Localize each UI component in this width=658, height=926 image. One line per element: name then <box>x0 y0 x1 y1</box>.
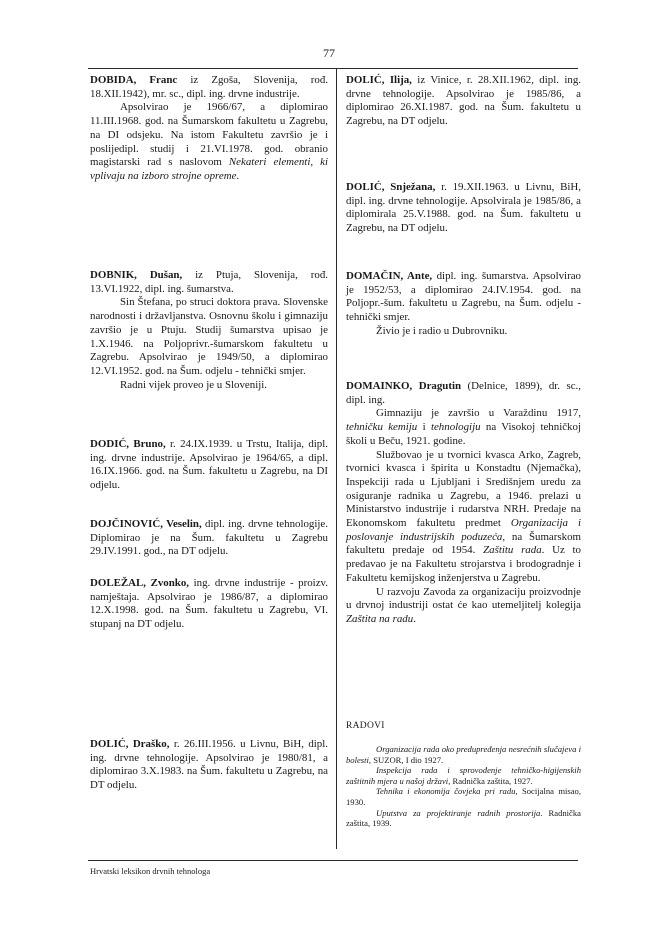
entry-name: DOBIDA, Franc <box>90 74 178 86</box>
radovi-item: Uputstva za projektiranje radnih prostorija. Radnička zaštita, 1939. <box>346 807 581 829</box>
entry-dolic-snjezana <box>346 181 581 236</box>
header-rule <box>88 68 578 69</box>
entry-name: DOBNIK, Dušan, <box>90 269 183 281</box>
radovi-item: Organizacija rada oko predupređenja nesrećnih slučajeva i bolesti, SUZOR, I dio 1927. <box>346 744 581 765</box>
radovi-heading: RADOVI <box>346 721 385 731</box>
entry-intro: dipl. ing. drvne tehnologije. Diplomirao je na Šum. fakultetu u Zagrebu 29.IV.1991. god., na DT odjelu. <box>90 518 328 558</box>
entry-dodic-bruno <box>90 438 328 493</box>
entry-text: Apsolvirao je 1966/67, a diplomirao 11.III.1968. god. na Šumarskom fakultetu u Zagrebu, na DI odsjeku. Na istom Fakultetu završio je i poslijedipl. studij i 21.VI.1978. god. obranio magistarski rad s naslovom <box>90 101 328 169</box>
entry-name: DOMAINKO, Dragutin <box>346 380 462 392</box>
page-number: 77 <box>323 46 335 60</box>
entry-domacin-ante <box>346 270 581 339</box>
radovi-item: Tehnika i ekonomija čovjeka pri radu, Socijalna misao, 1930. <box>346 786 581 807</box>
entry-text: Sin Štefana, po struci doktora prava. Slovenske narodnosti i državljanstva. Osnovnu školu i gimnaziju završio je u Ptuju. Studij šumarstva upisao je 1.X.1946. na Poljoprivr.-šumarskom fakultetu u Zagrebu. Apsolvirao je 1949/50, a diplomirao 12.VI.1952. god. na Šum. odjelu - tehnički smjer. <box>90 296 328 377</box>
column-divider <box>336 69 337 849</box>
entry-text: Živio je i radio u Dubrovniku. <box>376 324 508 337</box>
entry-intro: r. 24.IX.1939. u Trstu, Italija, dipl. ing. drvne industrije. Apsolvirao je 1964/65, a dipl. 16.IX.1966. god. na Šum. fakultetu u Zagrebu, na DI odjelu. <box>90 438 328 492</box>
entry-intro: r. 19.XII.1963. u Livnu, BiH, dipl. ing. drvne tehnologije. Apsolvirala je 1985/86, a diplomirala 25.V.1988. god. na Šum. fakultetu u Zagrebu, na DT odjelu. <box>346 181 581 235</box>
entry-name: DOLIĆ, Snježana, <box>346 181 436 193</box>
entry-dolic-drasko <box>90 738 328 793</box>
entry-intro: dipl. ing. šumarstva. Apsolvirao je 1952/53, a diplomirao 24.IV.1954. god. na Poljopr.-šum. fakultetu u Zagrebu, na Šum. odjelu - tehnički smjer. <box>346 270 581 324</box>
entry-intro: iz Zgoša, Slovenija, rođ. 18.XII.1942), mr. sc., dipl. ing. drvne industrije. <box>90 74 328 100</box>
thesis-title: Nekateri elementi, ki vplivaju na izboro strojne opreme <box>90 156 328 182</box>
entry-dobnik-dusan <box>90 269 328 392</box>
entry-domainko-dragutin: DOMAINKO, Dragutin (Delnice, 1899), dr. sc., dipl. ing. Gimnaziju je završio u Varaždinu 1917, tehničku kemiju i tehnologiju na Visokoj tehničkoj školi u Beču, 1921. godine. Službovao je u tvornici kvasca Arko, Zagreb, tvornici kvasca i špirita u Konstadtu (Njemačka), Inspekciji rada u Ljubljani i Središnjem uredu za osiguranje radnika u Zagrebu, a 1946. prelazi u Ministarstvo industrije i rudarstva NRH. Predaje na Ekonomskom fakultetu predmet Organizacija i poslovanje industrijskih poduzeća, na Šumarskom fakultetu predaje od 1954. Zaštitu rada. Uz to predavao je na Fakultetu strojarstva i brodogradnje i Fakultetu kemijskog inženjerstva u Zagrebu. U razvoju Zavoda za organizaciju proizvodnje u drvnoj industriji ostat će kao utemeljitelj kolegija Zaštita na radu. <box>346 380 582 625</box>
entry-text: Radni vijek proveo je u Sloveniji. <box>120 378 268 391</box>
entry-intro: (Delnice, 1899), dr. sc., dipl. ing. <box>346 380 581 406</box>
entry-intro: iz Ptuja, Slovenija, rođ. 13.VI.1922, dipl. ing. šumarstva. <box>90 269 328 295</box>
radovi-list <box>346 744 581 829</box>
entry-name: DODIĆ, Bruno, <box>90 438 166 450</box>
entry-intro: r. 26.III.1956. u Livnu, BiH, dipl. ing. drvne tehnologije. Apsolvirao je 1980/81, a diplomirao 3.X.1983. na Šum. fakultetu u Zagrebu, na DT odjelu. <box>90 738 328 792</box>
entry-dojcinovic-veselin <box>90 518 328 559</box>
entry-name: DOLIĆ, Draško, <box>90 738 170 750</box>
entry-dobida-franc: DOBIDA, Franc iz Zgoša, Slovenija, rođ. 18.XII.1942), mr. sc., dipl. ing. drvne industrije. Apsolvirao je 1966/67, a diplomirao 11.III.1968. god. na Šumarskom fakultetu u Zagrebu, na DI odsjeku. Na istom Fakultetu završio je i poslijedipl. studij i 21.VI.1978. god. obranio magistarski rad s naslovom Nekateri elementi, ki vplivaju na izboro strojne opreme. <box>90 74 328 182</box>
footer-rule <box>88 860 578 861</box>
radovi-item: Inspekcija rada i sprovođenje tehničko-higijenskih zaštitnih mjera u našoj državi, Radnička zaštita, 1927. <box>346 765 581 786</box>
entry-name: DOLEŽAL, Zvonko, <box>90 577 190 589</box>
entry-intro: iz Vinice, r. 28.XII.1962, dipl. ing. drvne tehnologije. Apsolvirao je 1985/86, a diplomirao 26.XI.1987. god. na Šum. fakultetu u Zagrebu, na DT odjelu. <box>346 74 582 128</box>
entry-dolic-ilija <box>346 74 581 129</box>
footer-text: Hrvatski leksikon drvnih tehnologa <box>90 866 211 876</box>
entry-name: DOLIĆ, Ilija, <box>346 74 412 86</box>
entry-intro: ing. drvne industrije - proizv. namještaja. Apsolvirao je 1986/87, a diplomirao 12.X.1998. god. na Šum. fakultetu u Zagrebu, VI. stupanj na DT odjelu. <box>90 577 329 631</box>
entry-name: DOJČINOVIĆ, Veselin, <box>90 518 202 530</box>
entry-name: DOMAČIN, Ante, <box>346 270 433 282</box>
entry-dolezal-zvonko <box>90 577 328 632</box>
